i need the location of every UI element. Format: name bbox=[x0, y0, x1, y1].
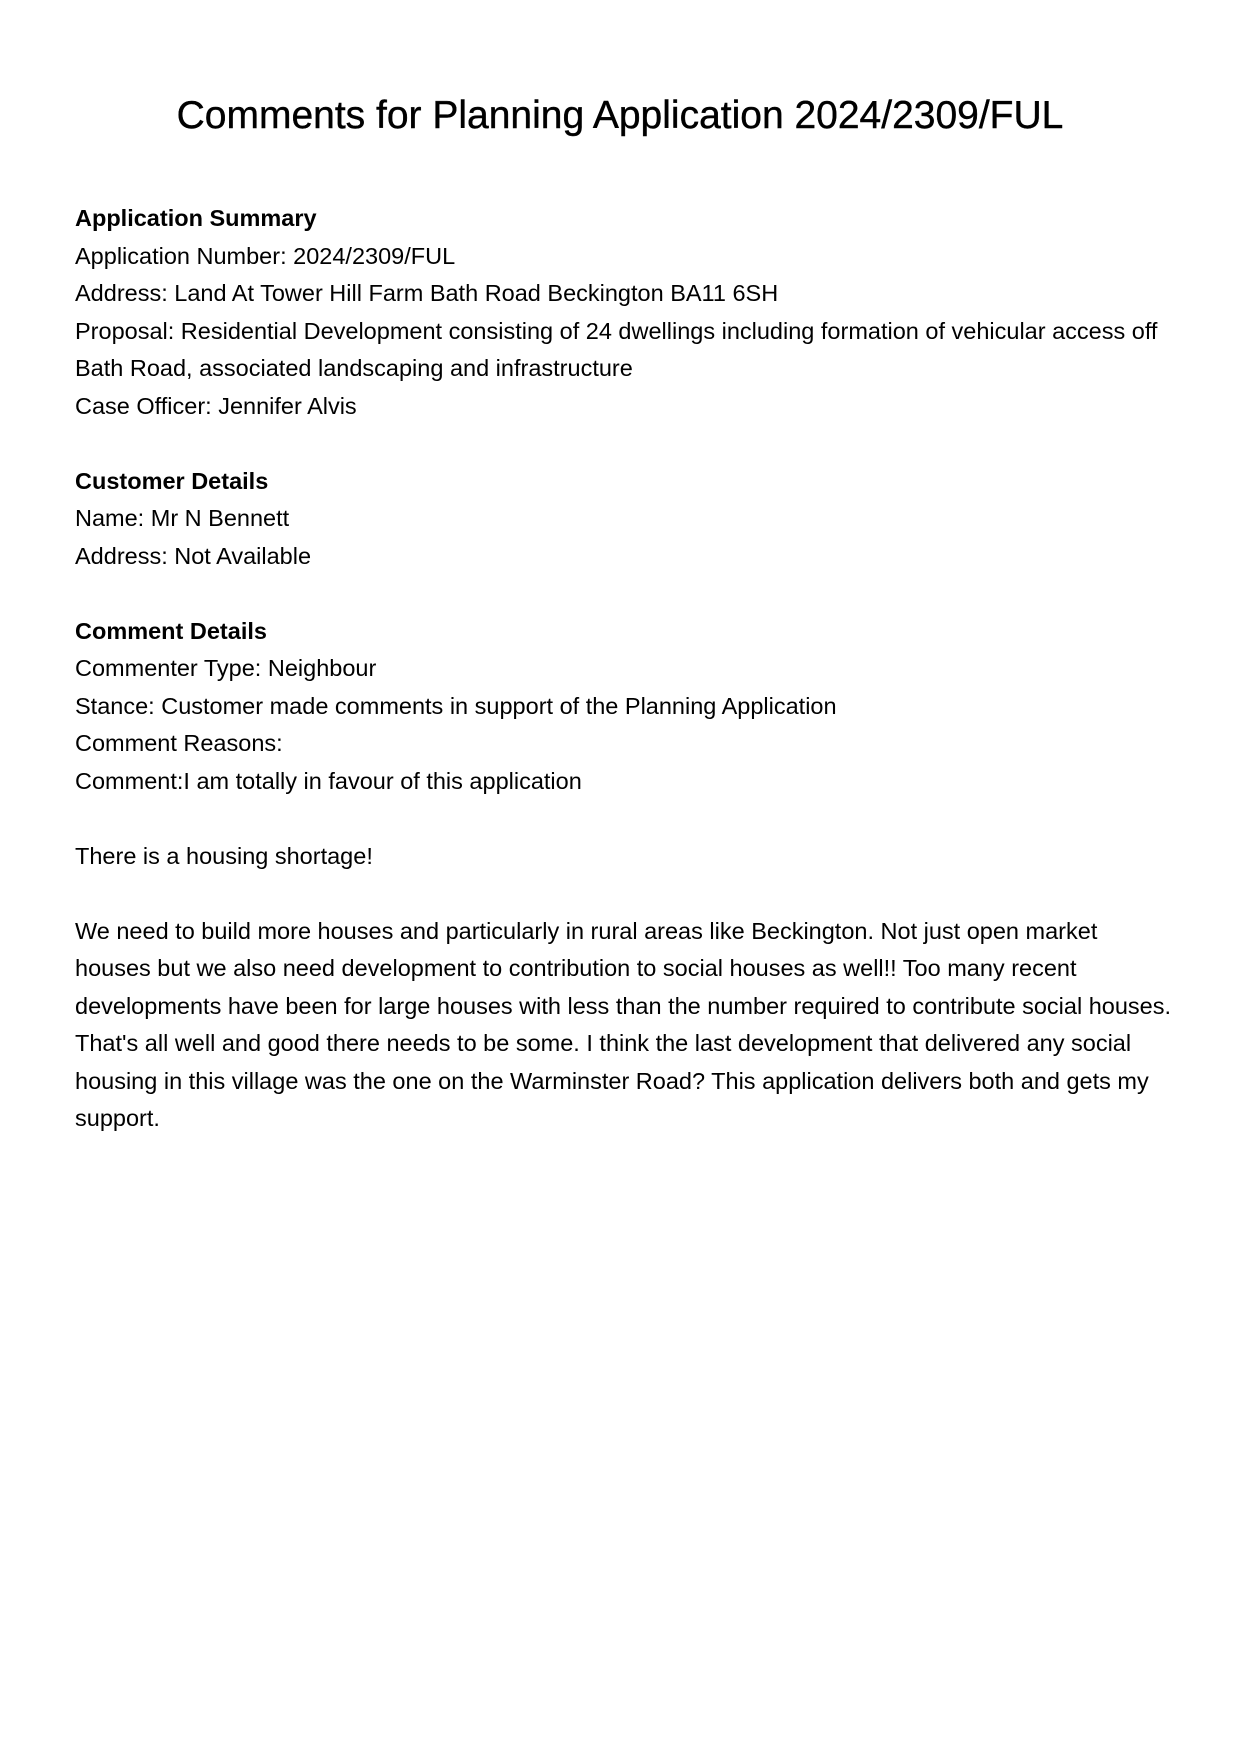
application-proposal: Proposal: Residential Development consisting of 24 dwellings including formation of vehicular access off Bath Road, associated landscaping and infrastructure bbox=[75, 317, 1158, 381]
case-officer: Case Officer: Jennifer Alvis bbox=[75, 392, 357, 419]
application-summary-heading: Application Summary bbox=[75, 205, 317, 231]
application-summary-section bbox=[75, 200, 1175, 425]
comment-text: Comment:I am totally in favour of this application bbox=[75, 767, 582, 794]
customer-name: Name: Mr N Bennett bbox=[75, 505, 290, 531]
page-title: Comments for Planning Application 2024/2309/FUL bbox=[176, 94, 1064, 137]
document-content bbox=[75, 200, 1175, 1175]
application-address: Address: Land At Tower Hill Farm Bath Road Beckington BA11 6SH bbox=[75, 280, 779, 306]
comment-paragraph: We need to build more houses and particularly in rural areas like Beckington. Not just open market houses but we also need development to contribution to social houses as well!! Too many recent developments have been for large houses with less than the number required to contribute social houses. That's all well and good there needs to be some. I think the last development that delivered any social housing in this village was the one on the Warminster Road? This application delivers both and gets my support. bbox=[75, 917, 1172, 1131]
comment-details-heading: Comment Details bbox=[75, 617, 267, 644]
comment-reasons: Comment Reasons: bbox=[75, 730, 283, 756]
customer-details-section bbox=[75, 463, 1175, 576]
commenter-type: Commenter Type: Neighbour bbox=[75, 655, 377, 681]
comment-paragraph: There is a housing shortage! bbox=[75, 842, 373, 869]
comment-details-section bbox=[75, 613, 1175, 1138]
application-number: Application Number: 2024/2309/FUL bbox=[75, 242, 456, 269]
customer-details-heading: Customer Details bbox=[75, 467, 269, 494]
comment-stance: Stance: Customer made comments in support of the Planning Application bbox=[75, 692, 837, 719]
customer-address: Address: Not Available bbox=[75, 542, 312, 569]
